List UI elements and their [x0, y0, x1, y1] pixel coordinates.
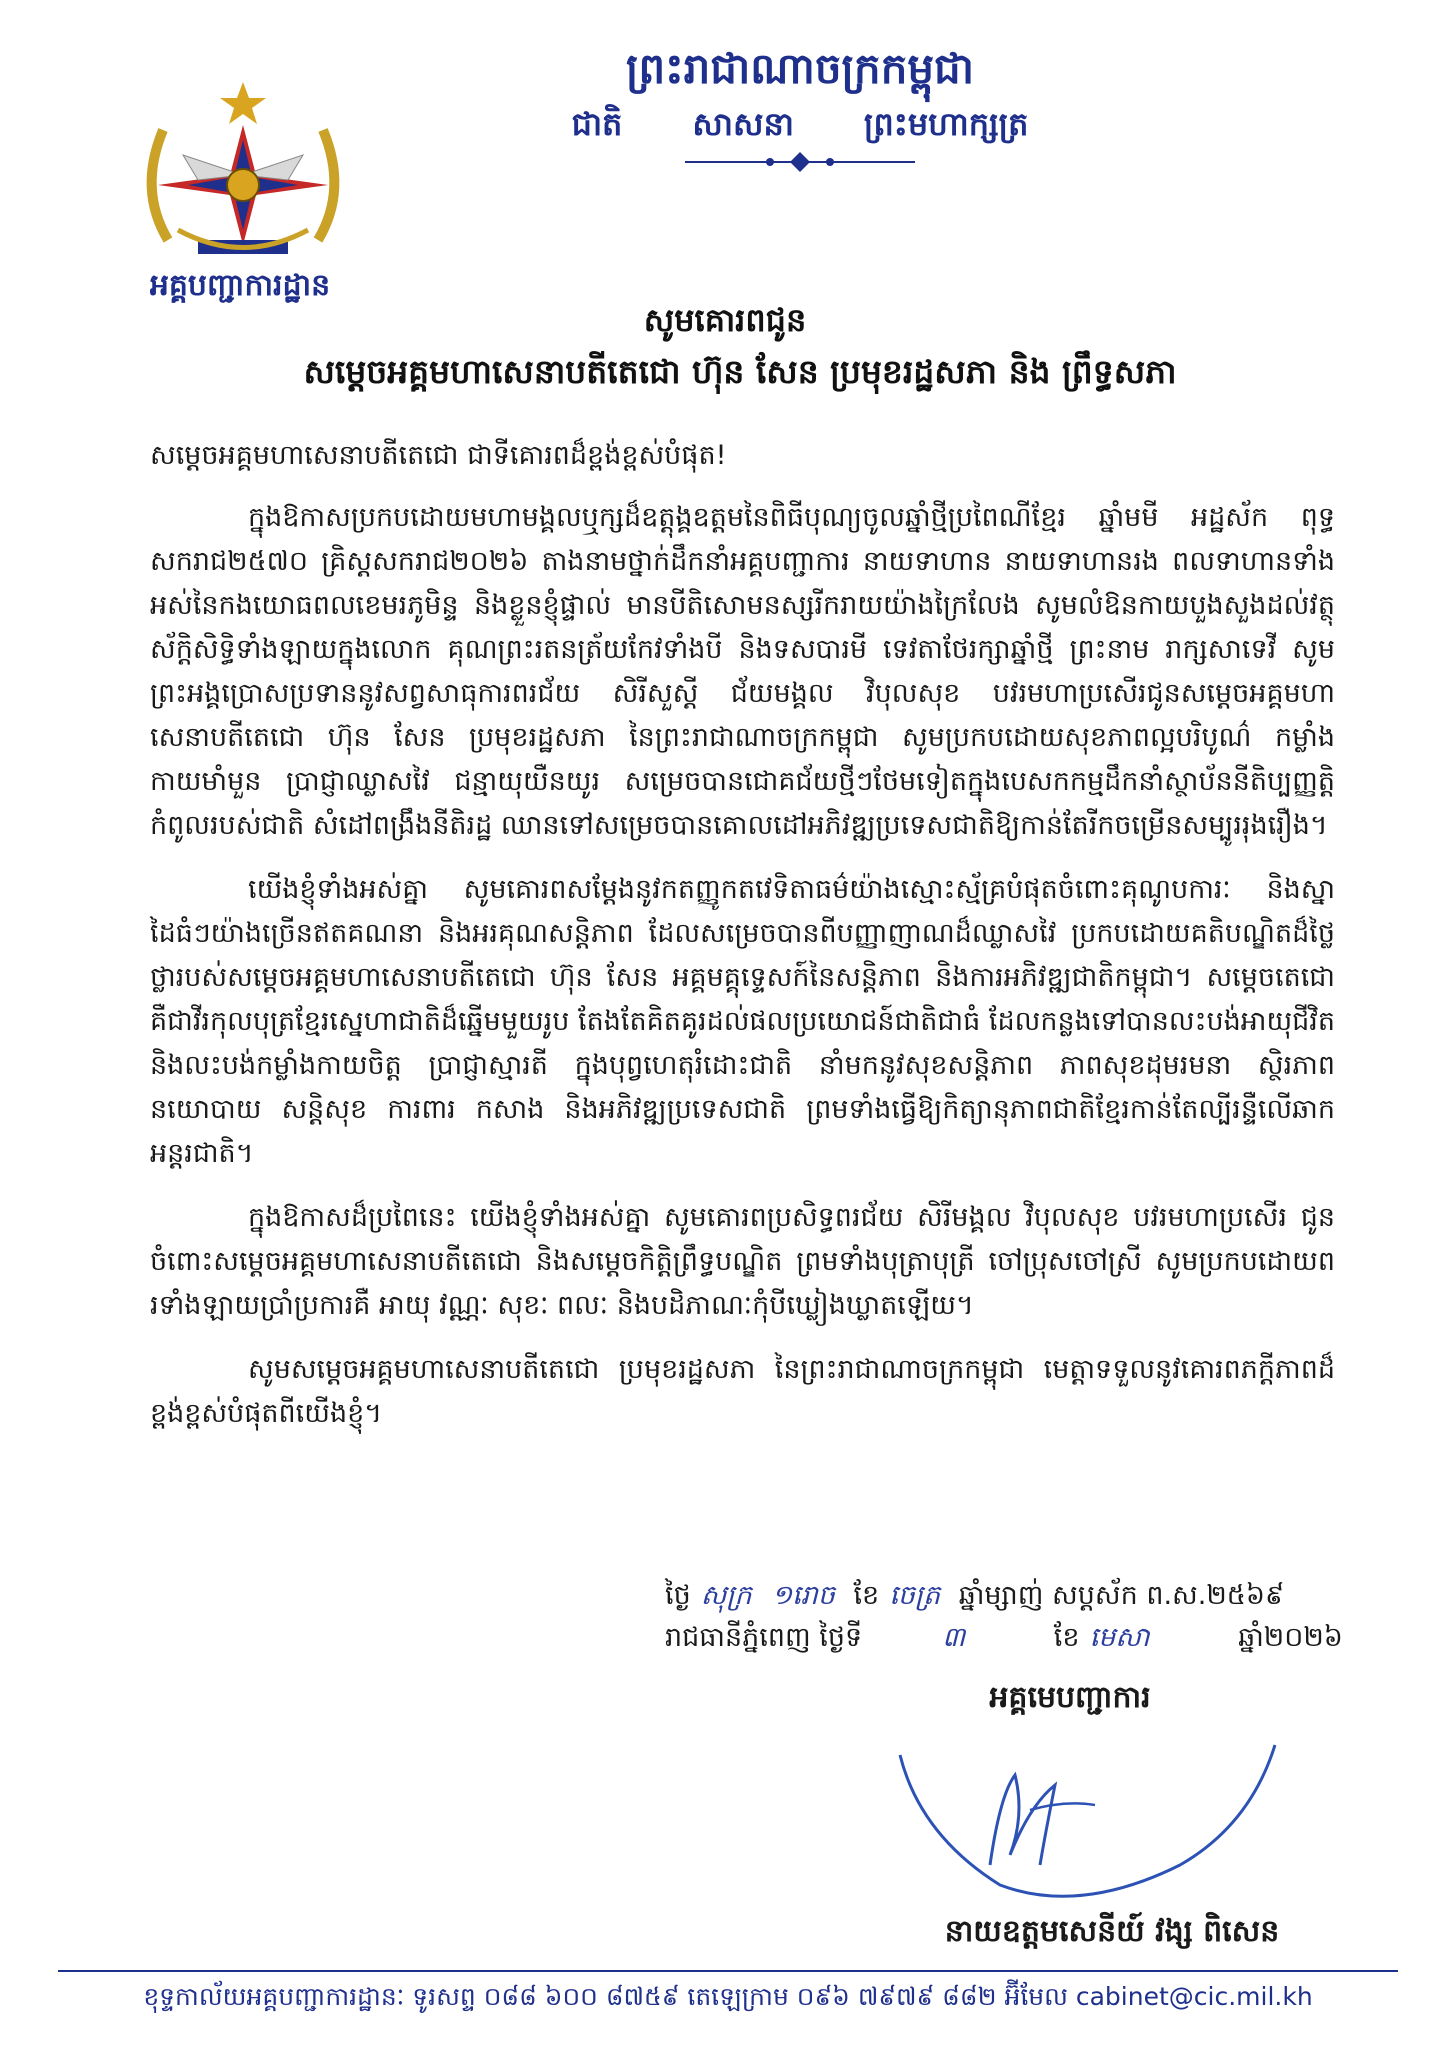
kingdom-title: ព្រះរាជាណាចក្រកម្ពុជា [625, 44, 975, 93]
motto-king: ព្រះមហាក្សត្រ [863, 105, 1029, 143]
signatory-name: នាយឧត្តមសេនីយ៍ វង្ស ពិសេន [944, 1914, 1280, 1949]
motto-religion: សាសនា [692, 105, 794, 143]
handwritten-signature [880, 1715, 1300, 1915]
letter-body [150, 434, 1335, 1456]
footer-divider [58, 1970, 1398, 1972]
national-motto [480, 104, 1120, 151]
letter-greeting: សូមគោរពជូន [643, 301, 807, 339]
department-name: អគ្គបញ្ជាការដ្ឋាន [149, 268, 331, 303]
handwritten-month: មេសា [1089, 1622, 1150, 1653]
letter-paragraph: ក្នុងឱកាសប្រកបដោយមហាមង្គលឬក្សដ៏ឧត្តុង្គឧត្តមនៃពិធីបុណ្យចូលឆ្នាំថ្មីប្រពៃណីខ្មែរ ឆ្នាំមមី អដ្ឋស័ក ពុទ្ធសករាជ២៥៧០ គ្រិស្តសករាជ២០២៦ តាងនាមថ្នាក់ដឹកនាំអគ្គបញ្ជាការ នាយទាហាន នាយទាហានរង ពលទាហានទាំងអស់នៃកងយោធពលខេមរភូមិន្ទ និងខ្លួនខ្ញុំផ្ទាល់ មានបីតិសោមនស្សរីករាយយ៉ាងក្រៃលែង សូមលំឱនកាយបួងសួងដល់វត្ថុស័ក្តិសិទ្ធិទាំងឡាយក្នុងលោក គុណព្រះរតនត្រ័យកែវទាំងបី និងទសបារមី ទេវតាថែរក្សាឆ្នាំថ្មី ព្រះនាម រាក្សសាទេវី សូមព្រះអង្គប្រោសប្រទាននូវសព្វសាធុការពរជ័យ សិរីសួស្តី ជ័យមង្គល វិបុលសុខ បវរមហាប្រសើរជូនសម្តេចអគ្គមហាសេនាបតីតេជោ ហ៊ុន សែន ប្រមុខរដ្ឋសភា នៃព្រះរាជាណាចក្រកម្ពុជា សូមប្រកបដោយសុខភាពល្អបរិបូណ៌ កម្លាំងកាយមាំមួន ប្រាជ្ញាឈ្លាសវៃ ជន្មាយុយឺនយូរ សម្រេចបានជោគជ័យថ្មីៗថែមទៀតក្នុងបេសកកម្មដឹកនាំស្ថាប័ននីតិប្បញ្ញត្តិកំពូលរបស់ជាតិ សំដៅពង្រឹងនីតិរដ្ឋ ឈានទៅសម្រេចបានគោលដៅអភិវឌ្ឍប្រទេសជាតិឱ្យកាន់តែរីកចម្រើនសម្បូររុងរឿង។ [150, 502, 1335, 841]
letter-salutation: សម្តេចអគ្គមហាសេនាបតីតេជោ ជាទីគោរពដ៏ខ្ពង់ខ្ពស់បំផុត! [150, 440, 727, 471]
letter-closing: សូមសម្តេចអគ្គមហាសេនាបតីតេជោ ប្រមុខរដ្ឋសភា នៃព្រះរាជាណាចក្រកម្ពុជា មេត្តាទទួលនូវគោរពភក្តីភាពដ៏ខ្ពង់ខ្ពស់បំផុតពីយើងខ្ញុំ។ [150, 1354, 1335, 1429]
handwritten-lunar-day: ១រោច [771, 1580, 835, 1611]
handwritten-lunar-month: ចេត្រ [889, 1580, 941, 1611]
letter-paragraph: ក្នុងឱកាសដ៏ប្រពៃនេះ យើងខ្ញុំទាំងអស់គ្នា សូមគោរពប្រសិទ្ធពរជ័យ សិរីមង្គល វិបុលសុខ បវរមហាប្រសើរ ជូនចំពោះសម្តេចអគ្គមហាសេនាបតីតេជោ និងសម្តេចកិត្តិព្រឹទ្ធបណ្ឌិត ព្រមទាំងបុត្រាបុត្រី ចៅប្រុសចៅស្រី សូមប្រកបដោយពរទាំងឡាយប្រាំប្រការគឺ អាយុ វណ្ណៈ សុខៈ ពលៈ និងបដិភាណៈកុំបីឃ្លៀងឃ្លាតឡើយ។ [150, 1202, 1335, 1321]
lunar-date-line: ថ្ងៃ សុក្រ ១រោច ខែ ចេត្រ ឆ្នាំម្សាញ់ សប្តស័ក ព.ស.២៥៦៩ [665, 1580, 1285, 1611]
motto-nation: ជាតិ [571, 105, 623, 143]
command-emblem-logo [128, 80, 358, 270]
header-ornament [685, 150, 915, 174]
footer-contact: ខុទ្ទកាល័យអគ្គបញ្ជាការដ្ឋានៈ ទូរសព្ទ ០៨៨ ៦០០ ៨៧៥៩ តេឡេក្រាម ០៩៦ ៧៩៧៩ ៨៨២ អ៊ីមែល cabinet@cic.mil.kh [143, 1982, 1313, 2011]
letter-recipient: សម្តេចអគ្គមហាសេនាបតីតេជោ ហ៊ុន សែន ប្រមុខរដ្ឋសភា​ និង ព្រឹទ្ធសភា [303, 352, 1177, 391]
solar-date-line: រាជធានីភ្នំពេញ ថ្ងៃទី ៣ ខែ មេសា ឆ្នាំ២០២៦ [665, 1622, 1343, 1653]
letter-paragraph: យើងខ្ញុំទាំងអស់គ្នា សូមគោរពសម្តែងនូវកតញ្ញូកតវេទិតាធម៌យ៉ាងស្មោះស្ម័គ្របំផុតចំពោះគុណូបការៈ និងស្នាដៃធំៗយ៉ាងច្រើនឥតគណនា និងអរគុណសន្តិភាព ដែលសម្រេចបានពីបញ្ញាញាណដ៏ឈ្លាសវៃ ប្រកបដោយគតិបណ្ឌិតដ៏ថ្លៃថ្លារបស់សម្តេចអគ្គមហាសេនាបតីតេជោ ហ៊ុន សែន អគ្គមគ្គុទ្ទេសក៍នៃសន្តិភាព និងការអភិវឌ្ឍជាតិកម្ពុជា។ សម្តេចតេជោគឺជាវីរកុលបុត្រខ្មែរស្នេហាជាតិដ៏ឆ្នើមមួយរូប តែងតែគិតគូរដល់ផលប្រយោជន៍ជាតិជាធំ ដែលកន្លងទៅបានលះបង់អាយុជីវិត និងលះបង់កម្លាំងកាយចិត្ត ប្រាជ្ញាស្មារតី ក្នុងបុព្វហេតុរំដោះជាតិ នាំមកនូវសុខសន្តិភាព ភាពសុខដុមរមនា ស្ថិរភាពនយោបាយ សន្តិសុខ ការពារ កសាង និងអភិវឌ្ឍប្រទេសជាតិ ព្រមទាំងធ្វើឱ្យកិត្យានុភាពជាតិខ្មែរកាន់តែល្បីរន្ទឺលើឆាកអន្តរជាតិ។ [150, 874, 1335, 1169]
commander-title: អគ្គមេបញ្ជាការ [989, 1680, 1151, 1715]
handwritten-day: សុក្រ [700, 1580, 752, 1611]
handwritten-date: ៣ [942, 1622, 966, 1653]
date-block [665, 1575, 1355, 1659]
